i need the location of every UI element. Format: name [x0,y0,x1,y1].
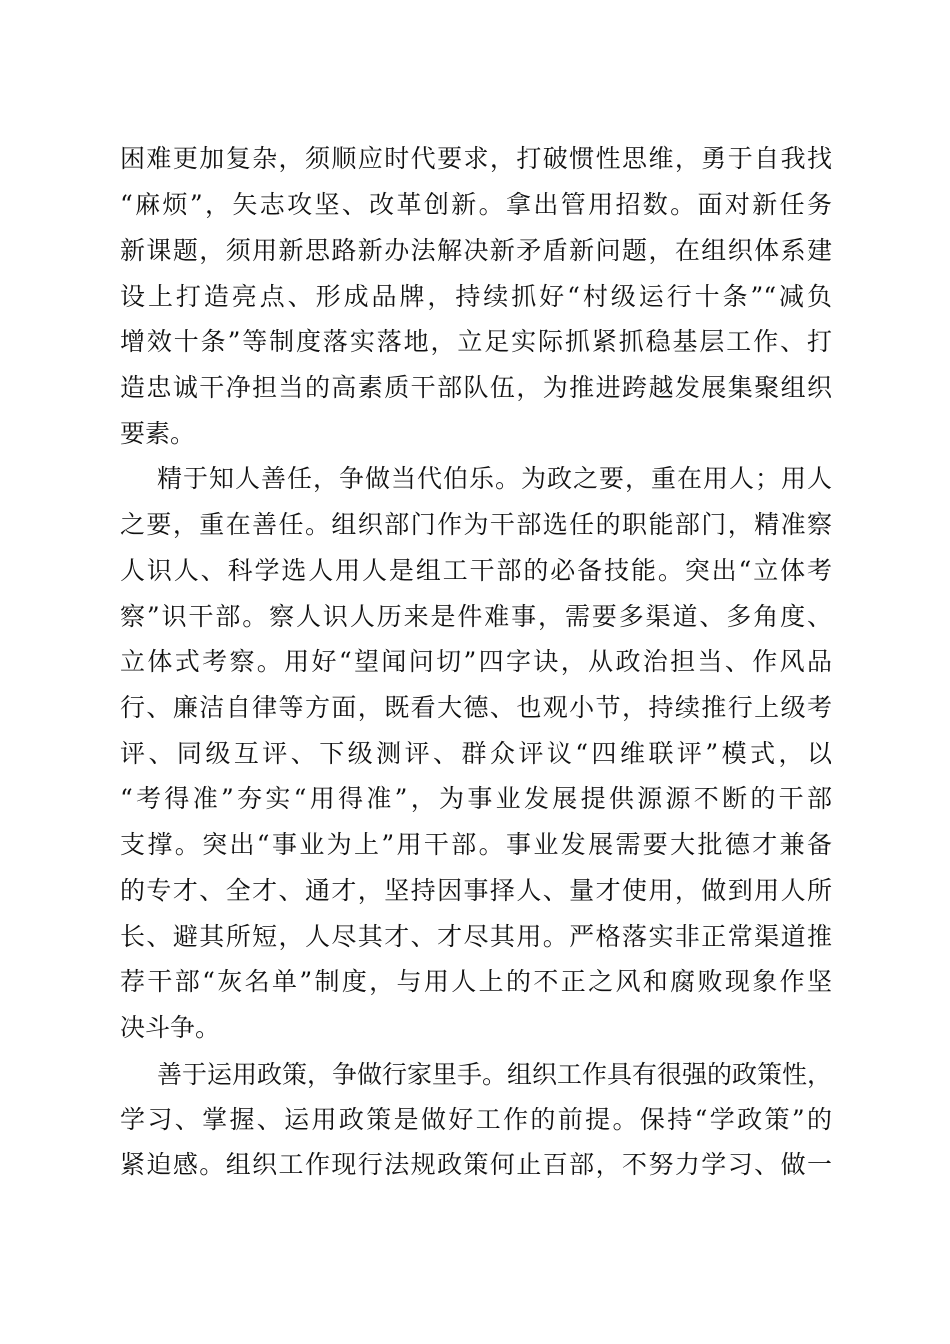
text-line: 要素。 [120,419,196,448]
text-line: 评、同级互评、下级测评、群众评议“四维联评”模式，以 [120,739,832,768]
text-line: 人识人、科学选人用人是组工干部的必备技能。突出“立体考 [120,556,832,585]
paragraph-heading-line: 善于运用政策，争做行家里手。组织工作具有很强的政策性， [157,1060,832,1089]
text-line: 困难更加复杂，须顺应时代要求，打破惯性思维，勇于自我找 [120,144,832,173]
text-line: 设上打造亮点、形成品牌，持续抓好“村级运行十条”“减负 [120,282,832,311]
text-line: 支撑。突出“事业为上”用干部。事业发展需要大批德才兼备 [120,830,832,859]
text-line: “考得准”夯实“用得准”，为事业发展提供源源不断的干部 [120,784,832,813]
text-line: 荐干部“灰名单”制度，与用人上的不正之风和腐败现象作坚 [120,967,832,996]
text-line: 造忠诚干净担当的高素质干部队伍，为推进跨越发展集聚组织 [120,373,832,402]
text-line: 察”识干部。察人识人历来是件难事，需要多渠道、多角度、 [120,602,832,631]
text-line: 之要，重在善任。组织部门作为干部选任的职能部门，精准察 [120,510,832,539]
text-line: 紧迫感。组织工作现行法规政策何止百部，不努力学习、做一 [120,1150,832,1179]
text-line: 决斗争。 [120,1013,221,1042]
text-line: 学习、掌握、运用政策是做好工作的前提。保持“学政策”的 [120,1105,832,1134]
text-line: 长、避其所短，人尽其才、才尽其用。严格落实非正常渠道推 [120,922,832,951]
paragraph-heading-line: 精于知人善任，争做当代伯乐。为政之要，重在用人；用人 [157,464,832,493]
text-line: 的专才、全才、通才，坚持因事择人、量才使用，做到用人所 [120,876,832,905]
text-line: 行、廉洁自律等方面，既看大德、也观小节，持续推行上级考 [120,693,832,722]
text-line: “麻烦”，矢志攻坚、改革创新。拿出管用招数。面对新任务 [120,190,832,219]
text-line: 立体式考察。用好“望闻问切”四字诀，从政治担当、作风品 [120,647,832,676]
text-line: 增效十条”等制度落实落地，立足实际抓紧抓稳基层工作、打 [120,327,832,356]
text-line: 新课题，须用新思路新办法解决新矛盾新问题，在组织体系建 [120,236,832,265]
